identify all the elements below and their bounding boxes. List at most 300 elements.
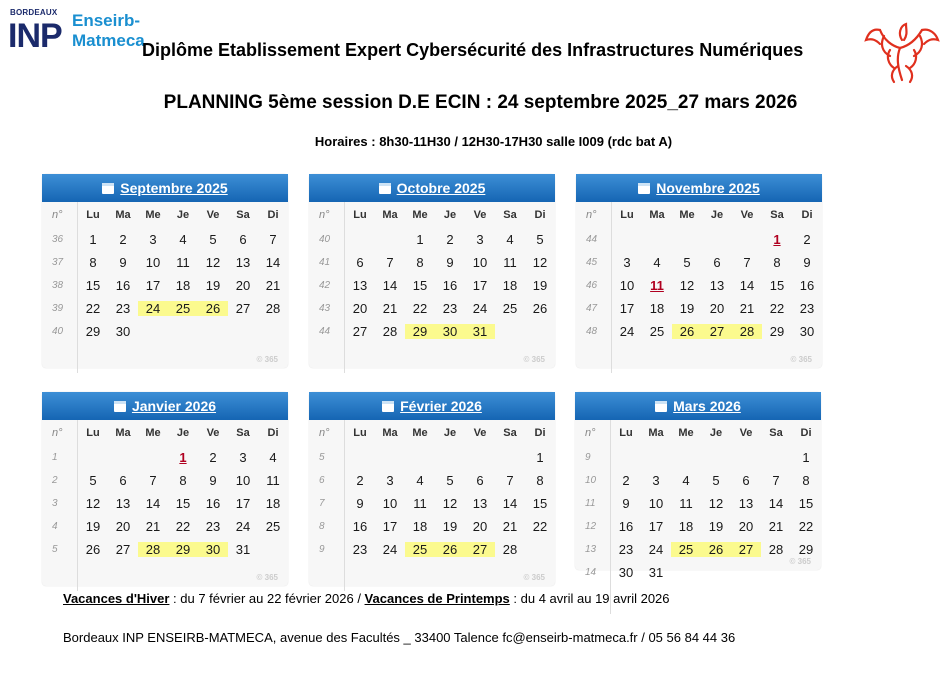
- week-number: 9: [319, 544, 325, 555]
- week-number: 7: [319, 498, 325, 509]
- calendar-month: [309, 392, 555, 586]
- calendar-day: 30: [115, 324, 131, 339]
- calendar-watermark: © 365: [256, 355, 278, 364]
- calendar-day: 24: [382, 542, 398, 557]
- week-number-header: n°: [52, 427, 63, 439]
- weekday-header: Sa: [236, 209, 250, 221]
- calendar-header: [309, 392, 555, 420]
- calendar-day: 11: [650, 278, 664, 293]
- calendar-day: 15: [532, 496, 548, 511]
- calendar-day: 23: [442, 301, 458, 316]
- calendar-day: 13: [472, 496, 488, 511]
- weekday-header: Ve: [473, 209, 487, 221]
- calendar-week-row: [42, 320, 288, 343]
- week-number: 1: [52, 452, 58, 463]
- calendar-day: 12: [442, 496, 458, 511]
- calendar-day: 2: [209, 450, 217, 465]
- calendar-day: 17: [648, 519, 664, 534]
- calendar-day: 12: [679, 278, 695, 293]
- weekday-header: Ma: [115, 209, 131, 221]
- calendar-day: 5: [89, 473, 97, 488]
- calendar-watermark: © 365: [256, 573, 278, 582]
- calendar-week-row: [576, 251, 822, 274]
- calendar-day: 22: [532, 519, 548, 534]
- calendar-day: 14: [265, 255, 281, 270]
- weekday-header: Je: [443, 209, 457, 221]
- weekday-header: Ve: [739, 427, 753, 439]
- calendar-day: 15: [798, 496, 814, 511]
- calendar-day: 21: [265, 278, 281, 293]
- calendar-day: 7: [506, 473, 514, 488]
- calendar-day: 15: [769, 278, 785, 293]
- calendar-day: 13: [352, 278, 368, 293]
- weekday-header: Di: [534, 427, 546, 439]
- calendar-day: 14: [768, 496, 784, 511]
- session-day: 30: [435, 324, 465, 339]
- weekday-header: Lu: [619, 427, 633, 439]
- weekday-header-row: [42, 202, 288, 228]
- calendar-day: 13: [738, 496, 754, 511]
- calendar-day: 14: [739, 278, 755, 293]
- calendar-day: 1: [179, 450, 187, 465]
- calendar-day: 8: [773, 255, 781, 270]
- calendar-week-row: [309, 538, 555, 561]
- calendar-week-row: [309, 251, 555, 274]
- calendar-day: 18: [678, 519, 694, 534]
- weekday-header-row: [309, 202, 555, 228]
- weekday-header: Sa: [236, 427, 250, 439]
- calendar-day: 24: [472, 301, 488, 316]
- weekday-header: Lu: [620, 209, 634, 221]
- weekday-header: Je: [176, 209, 190, 221]
- calendar-day: 15: [175, 496, 191, 511]
- calendar-month-title: Novembre 2025: [656, 180, 760, 196]
- calendar-week-row: [309, 228, 555, 251]
- weekday-header: Lu: [86, 209, 100, 221]
- week-number: 9: [585, 452, 591, 463]
- calendar-day: 24: [648, 542, 664, 557]
- weekday-header: Me: [145, 427, 161, 439]
- spring-vacation-label: Vacances de Printemps: [364, 591, 510, 606]
- calendar-week-row: [576, 297, 822, 320]
- calendar-day: 19: [85, 519, 101, 534]
- calendar-day: 7: [743, 255, 751, 270]
- calendar-day: 11: [679, 496, 693, 511]
- calendar-day: 21: [502, 519, 518, 534]
- calendar-icon: [114, 401, 126, 412]
- week-number: 46: [586, 280, 598, 291]
- weekday-header: Ma: [648, 427, 664, 439]
- calendar-day: 17: [235, 496, 251, 511]
- weekday-header: Sa: [770, 209, 784, 221]
- calendar-day: 23: [799, 301, 815, 316]
- calendar-week-row: [309, 320, 555, 343]
- calendar-day: 27: [352, 324, 368, 339]
- calendar-day: 13: [115, 496, 131, 511]
- calendar-day: 8: [802, 473, 810, 488]
- calendar-day: 17: [382, 519, 398, 534]
- calendar-week-row: [575, 469, 821, 492]
- calendar-day: 4: [269, 450, 277, 465]
- calendar-day: 13: [709, 278, 725, 293]
- weekday-header-row: [576, 202, 822, 228]
- calendar-day: 19: [679, 301, 695, 316]
- calendar-day: 30: [799, 324, 815, 339]
- weekday-header: Di: [534, 209, 546, 221]
- weekday-header-row: [309, 420, 555, 446]
- calendar-day: 9: [622, 496, 630, 511]
- week-number: 45: [586, 257, 598, 268]
- session-day: 28: [138, 542, 168, 557]
- calendar-day: 18: [502, 278, 518, 293]
- winter-vacation-label: Vacances d'Hiver: [63, 591, 170, 606]
- session-day: 24: [138, 301, 168, 316]
- calendar-week-row: [309, 492, 555, 515]
- week-number: 37: [52, 257, 64, 268]
- weekday-header: Je: [176, 427, 190, 439]
- calendar-icon: [638, 183, 650, 194]
- calendar-day: 6: [356, 255, 364, 270]
- week-number-header: n°: [319, 209, 330, 221]
- spring-vacation-dates: : du 4 avril au 19 avril 2026: [509, 591, 670, 606]
- week-number: 39: [52, 303, 64, 314]
- calendar-header: [575, 392, 821, 420]
- calendar-day: 23: [352, 542, 368, 557]
- calendar-day: 9: [356, 496, 364, 511]
- calendar-week-row: [42, 515, 288, 538]
- week-number: 43: [319, 303, 331, 314]
- calendar-day: 1: [802, 450, 810, 465]
- calendar-day: 6: [476, 473, 484, 488]
- logo-enseirb-text: Enseirb-: [72, 11, 141, 30]
- calendar-day: 2: [446, 232, 454, 247]
- session-day: 26: [672, 324, 702, 339]
- calendar-day: 21: [145, 519, 161, 534]
- calendar-day: 8: [416, 255, 424, 270]
- calendar-day: 7: [772, 473, 780, 488]
- calendar-day: 23: [618, 542, 634, 557]
- calendar-day: 3: [386, 473, 394, 488]
- week-number: 42: [319, 280, 331, 291]
- document-title: Diplôme Etablissement Expert Cybersécurité des Infrastructures Numériques: [142, 40, 804, 60]
- week-number: 5: [319, 452, 325, 463]
- weekday-header: Ma: [382, 427, 398, 439]
- calendar-day: 5: [712, 473, 720, 488]
- weekday-header: Je: [443, 427, 457, 439]
- weekday-header: Me: [412, 427, 428, 439]
- weekday-header: Di: [801, 209, 813, 221]
- calendar-day: 5: [446, 473, 454, 488]
- calendar-day: 25: [649, 324, 665, 339]
- calendar-day: 19: [532, 278, 548, 293]
- calendar-day: 22: [85, 301, 101, 316]
- calendar-day: 28: [265, 301, 281, 316]
- week-number-header: n°: [586, 209, 597, 221]
- calendar-week-row: [309, 297, 555, 320]
- calendar-day: 3: [476, 232, 484, 247]
- calendar-day: 20: [235, 278, 251, 293]
- week-number-header: n°: [52, 209, 63, 221]
- calendar-day: 13: [235, 255, 251, 270]
- planning-title: PLANNING 5ème session D.E ECIN : 24 septembre 2025_27 mars 2026: [163, 92, 798, 113]
- calendar-week-row: [575, 492, 821, 515]
- calendar-day: 21: [382, 301, 398, 316]
- calendar-day: 18: [649, 301, 665, 316]
- calendar-day: 8: [179, 473, 187, 488]
- calendar-day: 27: [235, 301, 251, 316]
- calendar-week-row: [42, 538, 288, 561]
- weekday-header: Je: [709, 427, 723, 439]
- calendar-day: 7: [386, 255, 394, 270]
- calendar-day: 6: [119, 473, 127, 488]
- calendar-day: 1: [536, 450, 544, 465]
- calendar-week-row: [575, 446, 821, 469]
- calendar-day: 24: [619, 324, 635, 339]
- week-number: 41: [319, 257, 331, 268]
- calendar-header: [42, 392, 288, 420]
- calendar-day: 10: [472, 255, 488, 270]
- calendar-day: 15: [412, 278, 428, 293]
- calendar-day: 2: [803, 232, 811, 247]
- calendar-day: 31: [235, 542, 251, 557]
- calendar-day: 29: [798, 542, 814, 557]
- calendar-month-title: Février 2026: [400, 398, 482, 414]
- calendar-month-title: Mars 2026: [673, 398, 741, 414]
- calendar-month: [42, 174, 288, 368]
- calendar-week-row: [309, 274, 555, 297]
- weekday-header: Lu: [86, 427, 100, 439]
- calendar-watermark: © 365: [790, 355, 812, 364]
- calendar-week-row: [575, 515, 821, 538]
- winter-vacation-dates: : du 7 février au 22 février 2026 /: [169, 591, 365, 606]
- calendar-icon: [382, 401, 394, 412]
- week-number: 3: [52, 498, 58, 509]
- calendar-day: 20: [352, 301, 368, 316]
- calendar-day: 4: [179, 232, 187, 247]
- calendar-day: 12: [85, 496, 101, 511]
- weekday-header: Lu: [353, 209, 367, 221]
- calendar-week-row: [576, 274, 822, 297]
- week-number: 38: [52, 280, 64, 291]
- weekday-header: Me: [678, 427, 694, 439]
- calendar-month: [576, 174, 822, 368]
- calendar-day: 4: [416, 473, 424, 488]
- session-day: 27: [731, 542, 761, 557]
- calendar-day: 12: [708, 496, 724, 511]
- calendar-day: 22: [175, 519, 191, 534]
- calendar-day: 14: [145, 496, 161, 511]
- calendar-day: 4: [653, 255, 661, 270]
- weekday-header: Me: [679, 209, 695, 221]
- calendar-day: 10: [648, 496, 664, 511]
- calendar-day: 11: [176, 255, 190, 270]
- calendar-day: 6: [742, 473, 750, 488]
- calendar-day: 22: [412, 301, 428, 316]
- week-number: 47: [586, 303, 598, 314]
- week-number-header: n°: [585, 427, 596, 439]
- session-day: 30: [198, 542, 228, 557]
- calendar-week-row: [42, 274, 288, 297]
- week-number: 2: [52, 475, 58, 486]
- calendar-day: 24: [235, 519, 251, 534]
- calendar-day: 2: [622, 473, 630, 488]
- weekday-header: Sa: [503, 427, 517, 439]
- calendar-day: 17: [619, 301, 635, 316]
- calendar-day: 16: [115, 278, 131, 293]
- week-number: 40: [319, 234, 331, 245]
- calendar-day: 20: [115, 519, 131, 534]
- calendar-day: 4: [682, 473, 690, 488]
- week-number: 11: [585, 498, 596, 509]
- vacations-line: [63, 591, 670, 606]
- calendar-day: 22: [769, 301, 785, 316]
- session-day: 27: [465, 542, 495, 557]
- calendar-day: 10: [235, 473, 251, 488]
- calendar-week-row: [576, 320, 822, 343]
- weekday-header: Ma: [382, 209, 398, 221]
- calendar-day: 1: [89, 232, 97, 247]
- weekday-header-row: [575, 420, 821, 446]
- calendar-day: 16: [205, 496, 221, 511]
- calendar-day: 4: [506, 232, 514, 247]
- calendar-week-row: [42, 492, 288, 515]
- calendar-day: 3: [239, 450, 247, 465]
- calendar-week-row: [42, 251, 288, 274]
- session-day: 26: [198, 301, 228, 316]
- weekday-header: Di: [267, 427, 279, 439]
- calendar-day: 18: [175, 278, 191, 293]
- calendar-week-row: [575, 538, 821, 561]
- calendar-header: [576, 174, 822, 202]
- calendar-week-row: [309, 446, 555, 469]
- calendar-day: 14: [502, 496, 518, 511]
- calendar-day: 28: [382, 324, 398, 339]
- calendar-day: 1: [416, 232, 424, 247]
- logo-bordeaux-text: BORDEAUX: [10, 8, 58, 17]
- calendar-day: 20: [709, 301, 725, 316]
- calendar-month-title: Octobre 2025: [396, 180, 486, 196]
- calendar-day: 10: [382, 496, 398, 511]
- calendar-day: 26: [532, 301, 548, 316]
- week-number-header: n°: [319, 427, 330, 439]
- contact-address: Bordeaux INP ENSEIRB-MATMECA, avenue des Facultés _ 33400 Talence fc@enseirb-matmeca.fr / 05 56 84 44 36: [63, 630, 736, 645]
- calendar-day: 9: [803, 255, 811, 270]
- week-number: 6: [319, 475, 325, 486]
- calendar-watermark: © 365: [523, 573, 545, 582]
- weekday-header: Ve: [740, 209, 754, 221]
- weekday-header: Me: [145, 209, 161, 221]
- week-number: 5: [52, 544, 58, 555]
- calendar-day: 18: [265, 496, 281, 511]
- calendar-day: 19: [205, 278, 221, 293]
- calendar-watermark: © 365: [789, 557, 811, 566]
- calendar-day: 3: [652, 473, 660, 488]
- session-day: 25: [671, 542, 701, 557]
- calendar-day: 19: [442, 519, 458, 534]
- calendar-day: 12: [532, 255, 548, 270]
- calendar-day: 17: [472, 278, 488, 293]
- calendar-week-row: [42, 446, 288, 469]
- calendar-day: 17: [145, 278, 161, 293]
- calendar-day: 28: [768, 542, 784, 557]
- calendar-day: 16: [799, 278, 815, 293]
- calendar-day: 11: [413, 496, 427, 511]
- phoenix-logo-icon: [862, 10, 942, 86]
- calendar-month: [309, 174, 555, 368]
- week-number: 13: [585, 544, 597, 555]
- weekday-header: Ma: [115, 427, 131, 439]
- calendar-day: 23: [205, 519, 221, 534]
- calendar-day: 16: [442, 278, 458, 293]
- weekday-header: Sa: [769, 427, 783, 439]
- calendar-day: 5: [536, 232, 544, 247]
- calendar-day: 25: [502, 301, 518, 316]
- calendar-day: 28: [502, 542, 518, 557]
- week-number: 10: [585, 475, 597, 486]
- calendar-day: 26: [85, 542, 101, 557]
- calendar-day: 2: [119, 232, 127, 247]
- calendar-day: 19: [708, 519, 724, 534]
- week-number: 14: [585, 567, 597, 578]
- week-number: 40: [52, 326, 64, 337]
- session-day: 25: [405, 542, 435, 557]
- calendar-day: 29: [769, 324, 785, 339]
- calendar-day: 8: [89, 255, 97, 270]
- calendar-month: [575, 392, 821, 580]
- weekday-header: Sa: [503, 209, 517, 221]
- week-number: 36: [52, 234, 64, 245]
- session-day: 28: [732, 324, 762, 339]
- calendar-day: 16: [618, 519, 634, 534]
- calendar-day: 11: [266, 473, 280, 488]
- calendar-week-row: [42, 469, 288, 492]
- week-number: 44: [586, 234, 598, 245]
- calendar-day: 25: [265, 519, 281, 534]
- calendar-day: 3: [623, 255, 631, 270]
- calendar-day: 10: [619, 278, 635, 293]
- calendar-watermark: © 365: [523, 355, 545, 364]
- calendar-day: 10: [145, 255, 161, 270]
- calendar-header: [42, 174, 288, 202]
- schedule-hours: Horaires : 8h30-11H30 / 12H30-17H30 salle I009 (rdc bat A): [314, 134, 673, 149]
- weekday-header: Ve: [473, 427, 487, 439]
- weekday-header: Lu: [353, 427, 367, 439]
- calendar-day: 7: [149, 473, 157, 488]
- calendar-day: 5: [683, 255, 691, 270]
- calendar-day: 16: [352, 519, 368, 534]
- calendar-week-row: [576, 228, 822, 251]
- weekday-header: Ve: [206, 427, 220, 439]
- calendar-day: 6: [239, 232, 247, 247]
- calendar-day: 8: [536, 473, 544, 488]
- institution-logo: [8, 8, 145, 58]
- week-number: 12: [585, 521, 597, 532]
- calendar-week-row: [575, 561, 821, 584]
- calendar-day: 15: [85, 278, 101, 293]
- calendar-day: 12: [205, 255, 221, 270]
- calendar-day: 18: [412, 519, 428, 534]
- calendar-day: 9: [209, 473, 217, 488]
- weekday-header: Me: [412, 209, 428, 221]
- calendar-day: 20: [472, 519, 488, 534]
- calendar-icon: [655, 401, 667, 412]
- calendar-day: 21: [768, 519, 784, 534]
- calendar-day: 6: [713, 255, 721, 270]
- session-day: 31: [465, 324, 495, 339]
- logo-inp-text: INP: [8, 17, 62, 55]
- session-day: 29: [168, 542, 198, 557]
- calendar-day: 21: [739, 301, 755, 316]
